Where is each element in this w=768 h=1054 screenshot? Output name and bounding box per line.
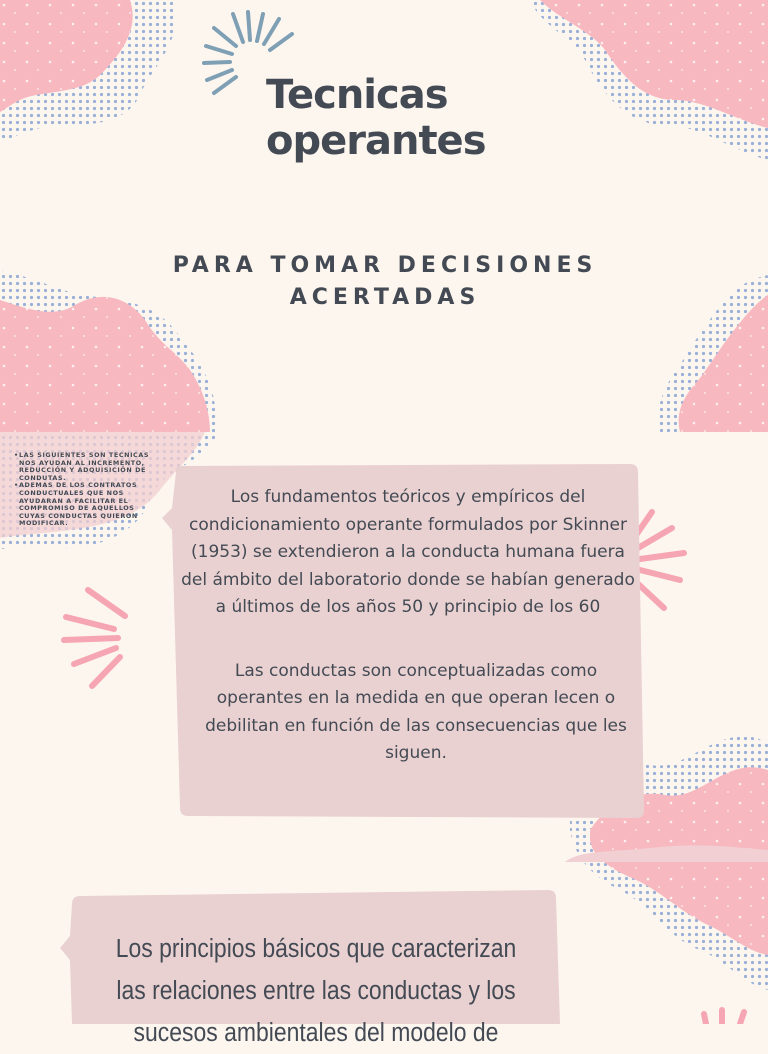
card-1-paragraph-1: Los fundamentos teóricos y empíricos del condicionamiento operante formulados por Skinner (1953) se extendieron a la conducta humana fuera del ámbito del laboratorio donde se habían generado a últimos de los años 50 y principio de los 60 <box>181 487 635 617</box>
page-subtitle <box>100 250 670 314</box>
page-subtitle-line-2: ACERTADAS <box>289 285 481 310</box>
burst-right-icon <box>634 512 684 608</box>
sidebar-note-item: • LAS SIGUIENTES SON TECNICAS NOS AYUDAN AL INCREMENTO, REDUCCIÓN Y ADQUISICIÓN DE CONDUTAS. <box>14 452 162 482</box>
blob-top-left <box>0 0 177 142</box>
card-1-text <box>178 484 638 768</box>
sidebar-note-item: • ADEMAS DE LOS CONTRATOS CONDUCTUALES QUE NOS AYUDARAN A FACILITAR EL COMPROMISO DE AQUELLOS CUYAS CONDUCTAS QUIERON MODIFICAR. <box>14 482 162 528</box>
card-2-text: Los principios básicos que caracterizan las relaciones entre las conductas y los sucesos ambientales del modelo de <box>115 935 517 1047</box>
card-1-paragraph-2: Las conductas son conceptualizadas como operantes en la medida en que operan lecen o debilitan en función de las consecuencias que les siguen. <box>205 660 627 763</box>
burst-left-icon <box>64 590 125 686</box>
burst-bottom-right-icon <box>704 1010 744 1024</box>
blob-top-right <box>530 0 768 160</box>
sidebar-notes <box>14 452 162 528</box>
page-subtitle-line-1: PARA TOMAR DECISIONES <box>172 253 598 278</box>
page-title <box>266 72 526 164</box>
page-title-line-1: Tecnicas <box>266 72 448 118</box>
blob-right-middle <box>657 275 768 432</box>
page-title-line-2: operantes <box>266 118 486 164</box>
